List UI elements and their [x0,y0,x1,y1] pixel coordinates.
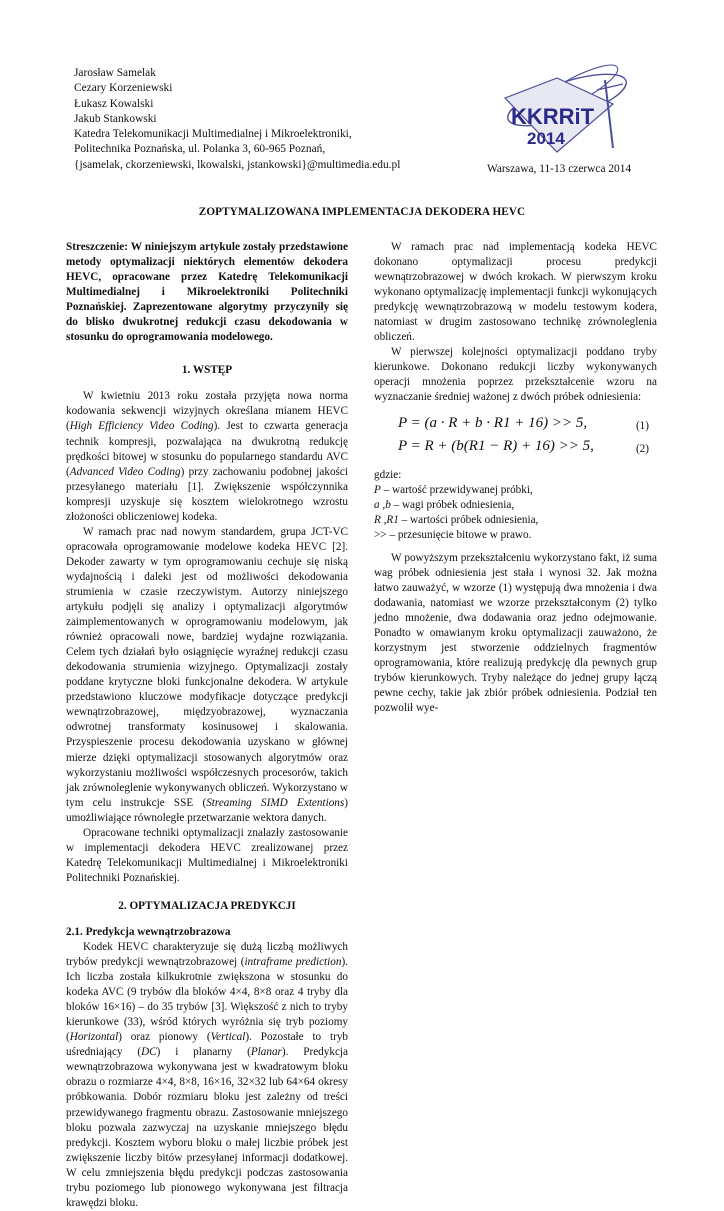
paper-title: ZOPTYMALIZOWANA IMPLEMENTACJA DEKODERA HEVC [198,206,526,218]
conference-date-place: Warszawa, 11-13 czerwca 2014 [487,163,632,175]
equation-formula: P = (a · R + b · R1 + 16) >> 5, [398,414,588,431]
equation-formula: P = R + (b(R1 − R) + 16) >> 5, [398,437,594,454]
author-block [74,66,400,173]
paragraph: W powyższym przekształceniu wykorzystano fakt, iż suma wag próbek odniesienia jest stała i wynosi 32. Jak można łatwo zauważyć, w wzorze (1) występują dwa mnożenia i dwa dodawania, natomiast we wzorze przekształconym (2) tylko jedno mnożenie, dwa dodawania oraz jedno odejmowanie. Ponadto w omawianym kroku optymalizacji zauważono, że korzystnym jest stworzenie oddzielnych fragmentów oprogramowania, które realizują predykcję dla pewnych grup trybów kierunkowych. Tryby należące do jednej grupy łączą pewne cechy, takie jak zbiór próbek odniesienia. Podział ten pozwolił wye- [374,551,657,715]
conference-logo [487,60,637,164]
section-heading: 1. WSTĘP [181,364,233,377]
paragraph: W ramach prac nad implementacją kodeka HEVC dokonano optymalizacji procesu predykcji wewnątrzobrazowej w dwóch krokach. W pierwszym kroku wykonano optymalizację implementacji funkcji wykonujących predykcję wewnątrzobrazową w modelu testowym kodera, natomiast w drugim zastosowano technikę zrównoleglenia obliczeń. [374,241,657,344]
paragraph: W pierwszej kolejności optymalizacji poddano tryby kierunkowe. Dokonano redukcji liczby wykonywanych operacji mnożenia poprzez przekształcenie wzoru na wyznaczanie średniej ważonej z dwóch próbek odniesienia: [374,346,657,404]
legend-label: gdzie: [374,468,402,481]
paragraph: Opracowane techniki optymalizacji znalazły zastosowanie w implementacji dekodera HEVC zrealizowanej przez Katedrę Telekomunikacji Multimedialnej i Mikroelektroniki Politechniki Poznańskiej. [66,826,348,884]
author-name: Jakub Stankowski [74,112,157,125]
abstract: Streszczenie: W niniejszym artykule zostały przedstawione metody optymalizacji niektórych elementów dekodera HEVC, opracowane przez Katedrę Telekomunikacji Multimedialnej i Mikroelektroniki Politechniki Poznańskiej. Zaprezentowane algorytmy przyczyniły się do blisko dwukrotnej redukcji czasu dekodowania w stosunku do oprogramowania modelowego. [66,241,348,344]
logo-year: 2014 [527,129,565,148]
author-emails: {jsamelak, ckorzeniewski, lkowalski, jstankowski}@multimedia.edu.pl [74,158,401,171]
subsection-heading: 2.1. Predykcja wewnątrzobrazowa [66,925,231,938]
equation-number: (2) [635,442,649,455]
author-name: Jarosław Samelak [74,67,156,79]
affiliation-line: Politechnika Poznańska, ul. Polanka 3, 60-965 Poznań, [74,143,326,156]
section-heading: 2. OPTYMALIZACJA PREDYKCJI [118,899,296,912]
paragraph: W ramach prac nad nowym standardem, grupa JCT-VC opracowała oprogramowanie modelowe kodeka HEVC [2]. Dekoder zawarty w tym oprogramowaniu cechuje się niską wydajnością i daleki jest od możliwości dekodowania strumienia w czasie rzeczywistym. Autorzy niniejszego artykułu podjęli się analizy i optymalizacji algorytmów zaimplementowanych w oprogramowaniu modelowym, jak również opracowali nowe, bardziej wydajne rozwiązania. Celem tych działań było osiągnięcie wyraźnej redukcji czasu dekodowania strumienia wizyjnego. Optymalizacji zostały poddane krytyczne bloki funkcjonalne dekodera. W artykule przedstawiono kluczowe modyfikacje dotyczące predykcji wewnątrzobrazowej, międzyobrazowej, wyznaczania odwrotnej transformaty kosinusowej i skalowania. Przyspieszenie procesu dekodowania uzyskano w głównej mierze dzięki optymalizacji stosowanych algorytmów oraz wykorzystaniu możliwości współczesnych procesorów, takich jak zrównoleglenie wykonywanych obliczeń. Wykorzystano w tym celu instrukcje SSE (Streaming SIMD Extentions) umożliwiające równoległe przetwarzanie wektora danych. [66,525,348,824]
legend-item: R ,R1 – wartości próbek odniesienia, [374,513,539,526]
author-name: Łukasz Kowalski [74,97,154,110]
equation-2 [374,437,657,460]
author-name: Cezary Korzeniewski [74,82,173,95]
equation-1 [374,414,657,437]
paragraph: W kwietniu 2013 roku została przyjęta nowa norma kodowania sekwencji wizyjnych określana mianem HEVC (High Efficiency Video Coding). Jest to czwarta generacja technik kompresji, pozwalająca na dwukrotną redukcję prędkości bitowej w stosunku do popularnego standardu AVC (Advanced Video Coding) przy zachowaniu podobnej jakości przesyłanego materiału [1]. Zwiększenie współczynnika kompresji uzyskuje się kosztem wielokrotnego wzrostu złożoności obliczeniowej kodeka. [66,390,348,523]
legend-item: >> – przesunięcie bitowe w prawo. [374,528,532,541]
logo-name: KKRRiT [511,104,595,129]
legend-item: P – wartość przewidywanej próbki, [374,483,533,496]
equation-number: (1) [635,419,649,432]
right-column [374,240,657,716]
legend-item: a ,b – wagi próbek odniesienia, [374,498,515,511]
left-column [66,240,348,1211]
paragraph: Kodek HEVC charakteryzuje się dużą liczbą możliwych trybów predykcji wewnątrzobrazowej (intraframe prediction). Ich liczba została kilkukrotnie zwiększona w stosunku do kodeka AVC (9 trybów dla bloków 4×4, 8×8 oraz 4 tryby dla bloków 16×16) – do 35 trybów [3]. Większość z nich to tryby kierunkowe (33), wśród których wyróżnia się tryb poziomy (Horizontal) oraz pionowy (Vertical). Pozostałe to tryb uśredniający (DC) i planarny (Planar). Predykcja wewnątrzobrazowa wykonywana jest w kwadratowym bloku obrazu o rozmiarze 4×4, 8×8, 16×16, 32×32 lub 64×64 okresy próbkowania. Dobór rozmiaru bloku jest zależny od treści przewidywanego fragmentu obrazu. Zastosowanie mniejszego bloku pozwala zazwyczaj na uzyskanie mniejszego błędu predykcji. Kosztem wyboru bloku o małej liczbie próbek jest zwiększenie liczby bitów przesyłanej informacji dodatkowej. W celu zmniejszenia błędu predykcji podczas zastosowania trybu poziomego lub pionowego wykonywana jest filtracja krawędzi bloku. [66,941,349,1209]
affiliation-line: Katedra Telekomunikacji Multimedialnej i Mikroelektroniki, [74,128,352,141]
